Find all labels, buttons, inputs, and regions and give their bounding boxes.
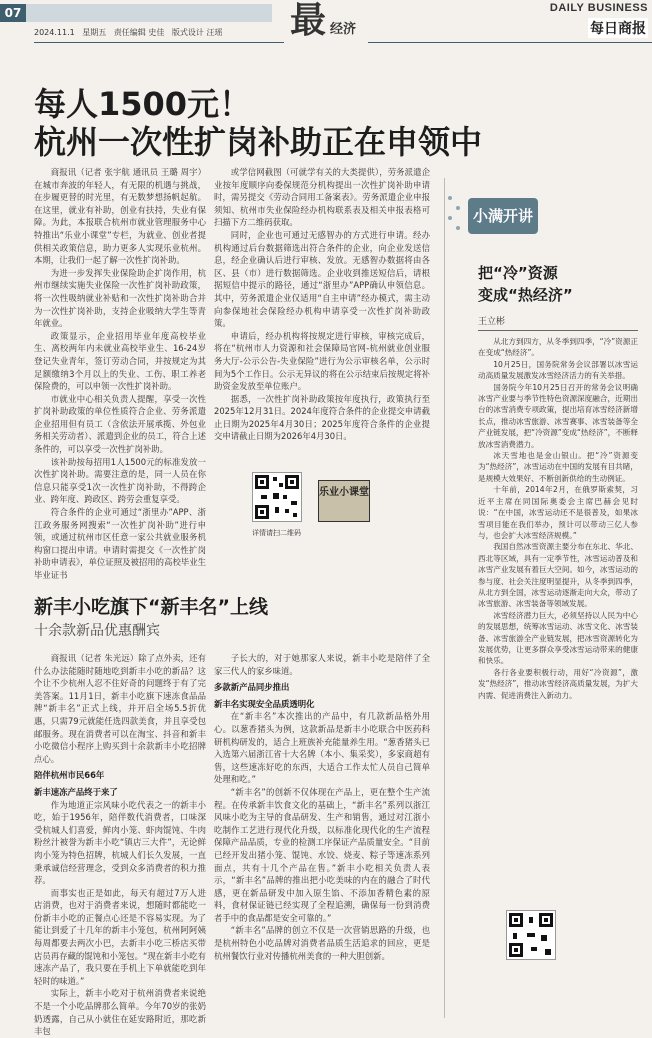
page-number: 07 [0, 4, 26, 22]
commentary-body [478, 336, 638, 996]
section-logo-big: 最 [290, 0, 327, 41]
qr-caption: 详情请扫二维码 [252, 529, 301, 537]
paragraph: 申请后，经办机构将按规定进行审核，审核完成后，将在“杭州市人力资源和社会保障局官网-杭州就业创业服务大厅-公示公告-失业保险”进行为公示审核名单，公示时间为5个工作日。公示无异议的将在公示结束后按规定将补助资金发放至单位账户。 [214, 330, 430, 392]
paragraph: “新丰名”品牌的创立不仅是一次营销思路的升级，也是杭州特色小吃品牌对消费者品质生活追求的回应，更是杭州餐饮行业对传播杭州美食的一种大胆创新。 [214, 925, 430, 961]
issue-designer: 版式设计 汪瑶 [171, 28, 223, 37]
lead-body-col1 [34, 166, 206, 580]
paragraph: 子长大的，对于她那家人来说，新丰小吃是陪伴了全家三代人的家乡味道。 [214, 653, 430, 676]
paragraph: 各行各业要积极行动，用好“冷资源”，激发“热经济”，推动冰雪经济高质量发展，为扩大内需、促进消费注入新动力。 [478, 667, 638, 700]
masthead-rule-right [368, 42, 652, 43]
paragraph: 冰天雪地也是金山银山。把“冷”资源变为“热经济”，冰雪运动在中国的发展有目共睹，是规模大效果好、不断创新供给的生动例证。 [478, 451, 638, 483]
qr-code-icon [507, 911, 555, 959]
qr-code [252, 472, 302, 522]
paragraph: 政策显示，企业招用毕业年度高校毕业生、离校两年内未就业高校毕业生、16-24岁登记失业青年，签订劳动合同，并按规定为其足额缴纳3个月以上的失业、工伤、职工养老保险费的，可以申领一次性扩岗补助。 [34, 330, 206, 392]
lead-body-col2 [214, 166, 430, 442]
story2-body-col1 [34, 652, 206, 1037]
brand-english: DAILY BUSINESS [549, 2, 648, 14]
qr-code-icon [253, 473, 301, 521]
column-badge: 乐业小课堂 [318, 480, 370, 522]
paragraph: 而事实也正是如此，每天有超过7万人进店消费，也对于消费者来说，想随时都能吃一份新丰小吃的正餐点心还是不容易实现。为了能让到爱了十几年的新丰小笼包，杭州阿阿姨每周都要去两次小巴，去新丰小吃三桥店买带店员再存藏的馄饨和小笼包。“现在新丰小吃有速冻产品了，我只要在手机上下单就能吃到年轻时的味道。” [34, 887, 206, 986]
paragraph: 或学信网截图（可就学有关的大类提供），劳务派遣企业按年度顺序向委保规范分机构提出一次性扩岗补助申请时，需另提交《劳动合同用工备案表》。劳务派遣企业申报须知、杭州市失业保险经办机构联系表及相关申报表格可扫描下方二维码获取。 [214, 167, 430, 228]
commentary-headline [478, 262, 573, 306]
commentary-qr-code [506, 910, 556, 960]
paragraph: 我国自然冰雪资源主要分布在东北、华北、西北等区域，具有一定季节性，冰雪运动普及和冰雪产业发展有着巨大空间。如今，冰雪运动的参与度、社会关注度明显提升，从冬季到四季，从北方到全国，冰雪运动逐渐走向大众，带动了冰雪旅游、冰雪装备等领域发展。 [478, 542, 638, 609]
commentary-rule [478, 330, 638, 331]
paragraph: 国务院今年10月25日召开的常务会议明确冰雪产业要与季节性特色资源深度融合，近期出台的冰雪消费专项政策，提出培育冰雪经济新增长点，推动冰雪旅游、冰雪赛事、冰雪装备等全产业链发展，把“冷资源”变成“热经济”，不断释放冰雪消费潜力。 [478, 382, 639, 449]
decorative-dots-icon [444, 190, 464, 240]
lead-headline-line1: 每人1500元！ [34, 85, 252, 123]
commentary-headline-line1: 把“冷”资源 [478, 264, 558, 282]
paragraph: 冰雪经济潜力巨大，必须坚持以人民为中心的发展思想，统筹冰雪运动、冰雪文化、冰雪装备、冰雪旅游全产业链发展，把冰雪资源转化为发展优势，让更多群众享受冰雪运动带来的健康和快乐。 [478, 610, 638, 666]
paragraph: “新丰名”的创新不仅体现在产品上，更在整个生产流程。在传承新丰饮食文化的基础上，“新丰名”系列以浙江风味小吃为主导的食品研发、生产和销售，通过对江浙小吃制作工艺进行现代化升级，以标准化现代化的生产流程保障产品品质，专业的检测工序保证产品质量安全。“目前已经开发出猪小笼、馄饨、水饺、烧麦、粽子等速冻系列面点，共有十几个产品在售。”新丰小吃相关负责人表示，“新丰名”品牌的推出把小吃美味的内在的融合了时代感，更在新品研发中加入原生馅、不添加香精色素的原料，食材保证链已经实现了全程追溯，确保每一份到消费者手中的食品都是安全可靠的。” [214, 786, 430, 923]
story2-body-col2 [214, 652, 430, 1016]
story2-headline: 新丰小吃旗下“新丰名”上线 [34, 596, 268, 618]
lead-headline [34, 84, 482, 162]
subheading: 新丰名实现安全品质透明化 [214, 698, 315, 709]
lead-headline-line2: 杭州一次性扩岗补助正在申领中 [34, 123, 483, 161]
issue-editor: 责任编辑 史佳 [113, 28, 165, 37]
paragraph: 符合条件的企业可通过“浙里办”APP、浙江政务服务网搜索“一次性扩岗补助”进行申领，或通过杭州市区任意一家公共就业服务机构窗口提出申请。申请时需提交《一次性扩岗补助申请表》，单位证照及被招用的高校毕业生毕业证书 [34, 507, 206, 580]
paragraph: 该补助按每招用1人1500元的标准发放一次性扩岗补助。需要注意的是，同一人员在你信息只能享受1次一次性扩岗补助，不得跨企业、跨年度、跨政区、跨劳会重复享受。 [34, 456, 206, 505]
section-logo-small: 经济 [330, 22, 357, 37]
paragraph: 作为地道正宗风味小吃代表之一的新丰小吃，始于1956年，陪伴数代消费者，口味深受杭城人们喜爱，鲜肉小笼、虾肉馄饨、牛肉粉丝汁被誉为新丰小吃“镇店三大件”，无论鲜肉小笼为特色招牌，杭城人们长久发展，一直秉承诚信经营理念，受到众多消费者的积力推荐。 [34, 799, 206, 886]
paragraph: 商报讯（记者 朱光远）除了点外卖，还有什么办法能随时随地吃到新丰小吃的新品？这个让不少杭州人忍不住好奇的问题终于有了完美答案。11月1日，新丰小吃旗下速冻食品品牌“新丰名”正式上线，并开启全场5.5折优惠，只需79元就能任选四款美食，并且享受包邮服务。现在消费者可以在淘宝、抖音和新丰小吃微信小程序上购买到十余款新丰小吃招牌点心。 [34, 653, 206, 764]
paragraph: 在“新丰名”本次推出的产品中，有几款新品格外用心。以葱香猪头为例，这款新品是新丰小吃联合中医药科研机构研发的，适合上班族补充能量养生用。“葱香猪头已入选第六届浙江省十大名牌（本小、集采奖），多家商超有售，这些速冻好吃的东西，大适合工作太忙人员自己简单处理和吃。” [214, 711, 430, 785]
paragraph: 从北方到四方，从冬季到四季，“冷”资源正在变成“热经济”。 [478, 337, 638, 358]
commentary-column-title: 小满开讲 [468, 198, 538, 234]
subheading: 新丰速冻产品终于来了 [34, 786, 118, 797]
paragraph: 为进一步发挥失业保险助企扩岗作用，杭州市继续实施失业保险一次性扩岗补助政策，将一次性吸纳就业补贴和一次性扩岗补助合并为一次性扩岗补助，支持企业吸纳大学生等青年就业。 [34, 267, 206, 329]
brand-chinese: 每日商报 [588, 18, 648, 38]
page-number-bar [26, 4, 272, 22]
masthead-rule-left [34, 42, 284, 43]
subheading: 多款新产品同步推出 [214, 682, 290, 693]
commentary-author: 王立彬 [478, 317, 506, 327]
issue-meta [34, 27, 227, 38]
paragraph: 实际上，新丰小吃对于杭州消费者来说绝不是一个小吃品牌那么简单。今年70岁的张奶奶透露，自己从小就住在延安路附近，那吃新丰包 [34, 988, 206, 1037]
issue-weekday: 星期五 [82, 28, 107, 37]
paragraph: 同时，企业也可通过无感智办的方式进行申请。经办机构通过后台数据筛选出符合条件的企业，向企业发送信息，经企业确认后进行审核、发放。无感智办数据将由各区、县（市）进行数据筛选。企业收到推送短信后，请根据短信中提示的路径，通过“浙里办”APP确认申领信息。其中，劳务派遣企业仅适用“自主申请”经办模式，需主动向参保地社会保险经办机构申请享受一次性扩岗补助政策。 [214, 229, 430, 329]
paragraph: 10月25日，国务院常务会议部署以冰雪运动高质量发展激发冰雪经济活力的有关举措。 [478, 359, 638, 381]
commentary-headline-line2: 变成“热经济” [478, 286, 573, 304]
paragraph: 商报讯（记者 张宇航 通讯员 王璐 周宇）在城市奔波的年轻人，有无限的机遇与挑战，在步履更替的时光里，有无数梦想扬帆起航。在这里，就业有补助，创业有扶持，失业有保障。为此，本报联合杭州市就业管理服务中心特推出“乐业小课堂”专栏，为就业、创业者提供相关政策信息，助力更多人实现乐业杭州。本期，让我们一起了解一次性扩岗补助。 [34, 167, 206, 266]
issue-date: 2024.11.1 [34, 28, 75, 37]
paragraph: 十年前，2014年2月，在俄罗斯索契，习近平主席在同国际奥委会主席巴赫会见时说：“在中国，冰雪运动还不是很普及，如果冰雪项目能在我们举办，预计可以带动三亿人参与，也会扩大冰雪经济规模。” [478, 485, 638, 540]
paragraph: 据悉，一次性扩岗补助政策按年度执行，政策执行至2025年12月31日。2024年度符合条件的企业提交申请截止日期为2025年4月30日；2025年度符合条件的企业提交申请截止日期为2026年4月30日。 [214, 393, 430, 442]
paragraph: 市就业中心相关负责人提醒，享受一次性扩岗补助政策的单位性质符合企业、劳务派遣企业招用但有员工（含依法开展承揽、外包业务相关劳动者）、派遣到企业的员工，符合上述条件的，可以享受一次性扩岗补助。 [34, 393, 206, 455]
column-divider [444, 178, 445, 1018]
subheading: 陪伴杭州市民66年 [34, 770, 105, 781]
masthead [0, 0, 652, 46]
story2-subheadline: 十余款新品优惠酬宾 [34, 623, 160, 639]
